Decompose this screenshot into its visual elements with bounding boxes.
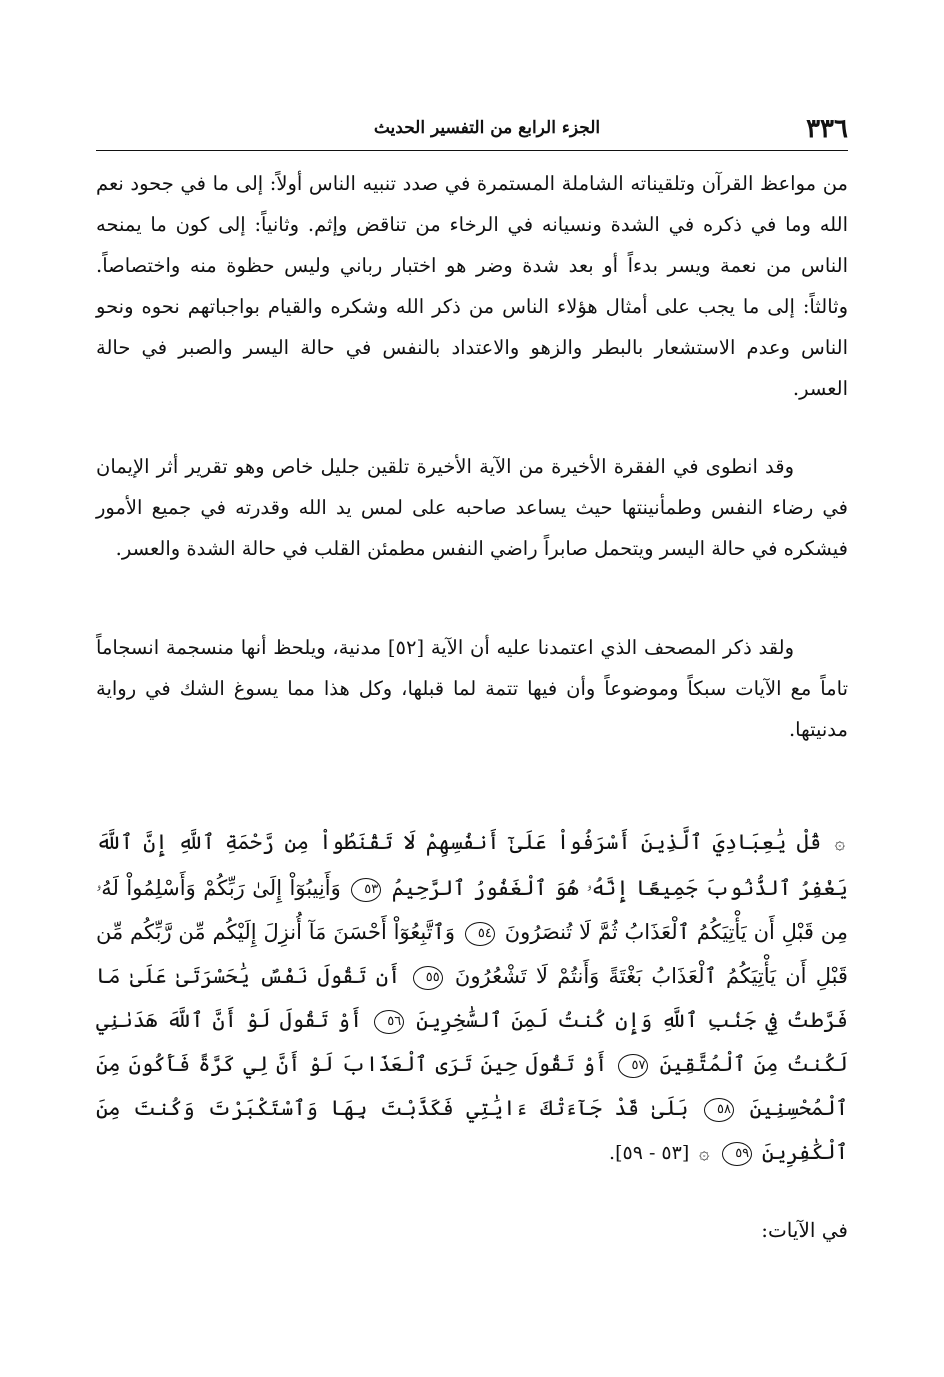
paragraph-1: من مواعظ القرآن وتلقيناته الشاملة المستمرة في صدد تنبيه الناس أولاً: إلى ما في جحود نعم الله وما في ذكره في الشدة ونسيانه في الرخاء من تناقض وإثم. وثانياً: إلى كون ما يمنحه الناس من نعمة ويسر بدءاً أو بعد شدة وضر هو اختبار رباني وليس حظوة منه واختصاصاً. وثالثاً: إلى ما يجب على أمثال هؤلاء الناس من ذكر الله وشكره والقيام بواجباتهم نحوه ونحو الناس وعدم الاستشعار بالبطر والزهو والاعتداد بالنفس في حالة اليسر والصبر في حالة العسر.: [96, 172, 848, 400]
verse-segment: وَٱتَّبِعُوٓاْ أَحْسَنَ مَآ أُنزِلَ إِلَيْكُم مِّن رَّبِّكُم مِّن قَبْلِ أَن يَأْتِيَكُمُ ٱلْعَذَابُ بَغْتَةً وَأَنتُمْ لَا تَشْعُرُونَ: [96, 920, 848, 988]
header-divider: [96, 150, 848, 151]
running-title: الجزء الرابع من التفسير الحديث: [373, 118, 601, 138]
ayah-number-marker: ٥٦: [374, 1010, 404, 1034]
paragraph-2: وقد انطوى في الفقرة الأخيرة من الآية الأخيرة تلقين جليل خاص وهو تقرير أثر الإيمان في رضاء النفس وطمأنينتها حيث يساعد صاحبه على لمس يد الله وقدرته في جميع الأمور فيشكره في حالة اليسر ويتحمل صابراً راضي النفس مطمئن القلب في حالة الشدة والعسر.: [96, 455, 848, 560]
ayah-number-marker: ٥٣: [351, 878, 381, 902]
page-number: ٣٣٦: [806, 114, 848, 144]
verse-segment: بَلَىٰ قَدْ جَآءَتْكَ ءَايَٰتِي فَكَذَّبْتَ بِهَا وَٱسْتَكْبَرْتَ وَكُنتَ مِنَ ٱلْكَٰفِرِينَ: [96, 1096, 848, 1164]
ayah-number-marker: ٥٩: [722, 1142, 752, 1166]
verse-segment: أَوْ تَقُولَ لَوْ أَنَّ ٱللَّهَ هَدَىٰنِي لَكُنتُ مِنَ ٱلْمُتَّقِينَ: [96, 1008, 848, 1076]
section-heading: في الآيات:: [761, 1218, 848, 1242]
ayah-number-marker: ٥٤: [465, 922, 495, 946]
verse-reference: [٥٣ - ٥٩].: [609, 1142, 690, 1164]
ayah-number-marker: ٥٨: [704, 1098, 734, 1122]
verse-segment: قُلْ يَٰعِبَادِيَ ٱلَّذِينَ أَسْرَفُواْ عَلَىٰٓ أَنفُسِهِمْ لَا تَقْنَطُواْ مِن رَّحْمَةِ ٱللَّهِ إِنَّ ٱللَّهَ يَغْفِرُ ٱلذُّنُوبَ جَمِيعًا إِنَّهُۥ هُوَ ٱلْغَفُورُ ٱلرَّحِيمُ: [96, 830, 848, 900]
ayah-number-marker: ٥٧: [618, 1054, 648, 1078]
verse-open-ornament: ۞: [834, 833, 845, 854]
quran-verse-block: [96, 820, 848, 1176]
verse-segment: أَوْ تَقُولَ حِينَ تَرَى ٱلْعَذَابَ لَوْ أَنَّ لِي كَرَّةً فَأَكُونَ مِنَ ٱلْمُحْسِنِينَ: [96, 1052, 848, 1120]
page-header: [96, 112, 848, 148]
ayah-number-marker: ٥٥: [413, 966, 443, 990]
verse-segment: أَن تَقُولَ نَفْسٌ يَٰحَسْرَتَىٰ عَلَىٰ مَا فَرَّطتُ فِي جَنۢبِ ٱللَّهِ وَإِن كُنتُ لَمِنَ ٱلسَّٰخِرِينَ: [96, 964, 848, 1032]
verse-close-ornament: ۞: [698, 1143, 710, 1164]
verse-segment: وَأَنِيبُوٓاْ إِلَىٰ رَبِّكُمْ وَأَسْلِمُواْ لَهُۥ مِن قَبْلِ أَن يَأْتِيَكُمُ ٱلْعَذَابُ ثُمَّ لَا تُنصَرُونَ: [96, 876, 848, 944]
paragraph-3: ولقد ذكر المصحف الذي اعتمدنا عليه أن الآية [٥٢] مدنية، ويلحظ أنها منسجمة انسجاماً تاماً مع الآيات سبكاً وموضوعاً وأن فيها تتمة لما قبلها، وكل هذا مما يسوغ الشك في رواية مدنيتها.: [96, 636, 848, 741]
